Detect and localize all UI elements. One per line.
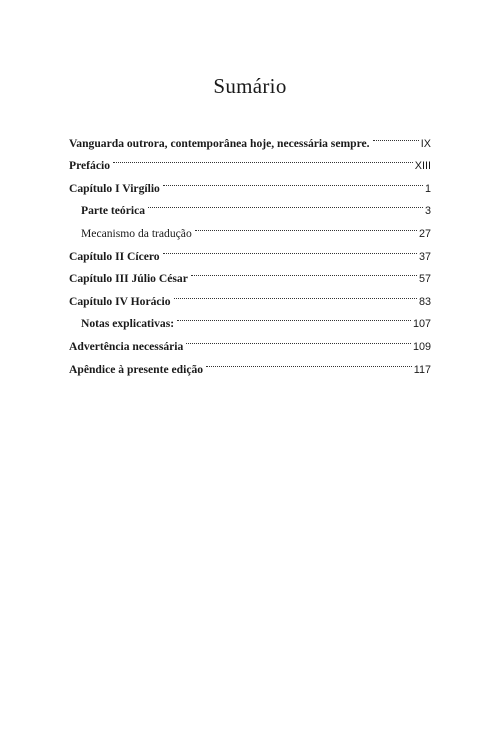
toc-entry-page: 117 <box>413 363 431 376</box>
toc-entry-prefacio <box>69 147 431 173</box>
dot-leader <box>113 147 413 170</box>
toc-entry-label: Capítulo III Júlio César <box>69 272 188 286</box>
toc-entry-page: 1 <box>424 182 431 195</box>
toc-entry-label: Notas explicativas: <box>81 317 175 331</box>
toc-entry-label: Capítulo IV Horácio <box>69 294 171 308</box>
toc-entry-page: 57 <box>418 273 431 286</box>
toc-entry-label: Mecanismo da tradução <box>81 226 192 240</box>
toc-entry-page: 27 <box>418 227 431 240</box>
dot-leader <box>177 305 411 328</box>
dot-leader <box>174 282 417 305</box>
toc-entry-page: 3 <box>424 205 431 218</box>
toc-entry-page: XIII <box>414 160 431 173</box>
toc-entry-page: 83 <box>418 295 431 308</box>
toc-entry-page: IX <box>420 137 431 150</box>
toc-entry-label: Advertência necessária <box>69 339 184 353</box>
table-of-contents <box>69 124 431 376</box>
toc-entry-label: Prefácio <box>69 159 110 173</box>
toc-entry-label: Vanguarda outrora, contemporânea hoje, necessária sempre. <box>69 136 370 150</box>
toc-entry-page: 37 <box>418 250 431 263</box>
dot-leader <box>163 237 417 260</box>
toc-entry-page: 109 <box>412 340 431 353</box>
dot-leader <box>148 192 423 215</box>
dot-leader <box>373 124 419 147</box>
toc-entry-page: 107 <box>412 318 431 331</box>
dot-leader <box>191 260 417 283</box>
dot-leader <box>186 327 411 350</box>
dot-leader <box>163 169 423 192</box>
toc-entry-label: Parte teórica <box>81 204 146 218</box>
toc-entry-vanguarda <box>69 124 431 150</box>
dot-leader <box>206 350 412 373</box>
toc-entry-label: Capítulo II Cícero <box>69 249 160 263</box>
toc-entry-label: Apêndice à presente edição <box>69 362 204 376</box>
dot-leader <box>195 214 417 237</box>
page-title: Sumário <box>213 74 287 98</box>
toc-entry-label: Capítulo I Virgílio <box>69 181 160 195</box>
toc-entry-capitulo-1 <box>69 169 431 195</box>
